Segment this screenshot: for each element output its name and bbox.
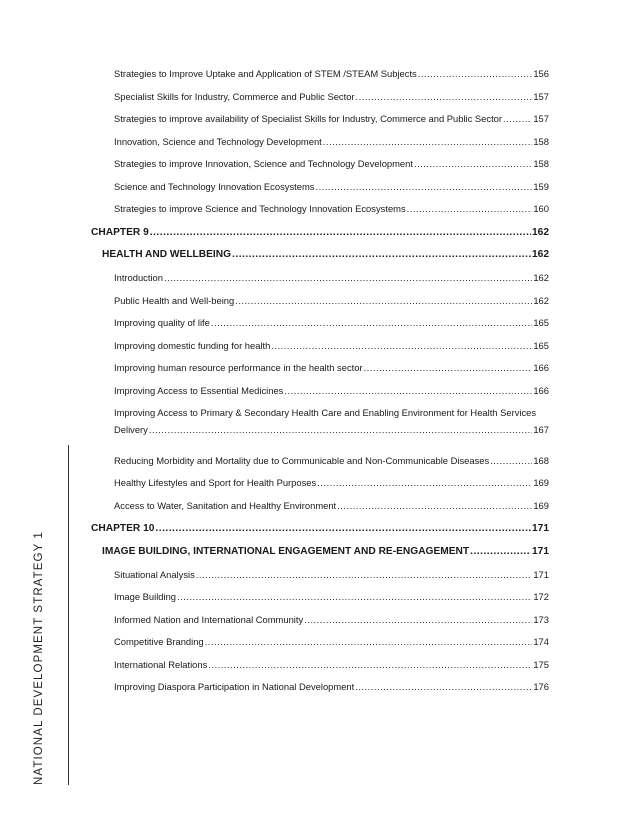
toc-page-number: 158 (533, 158, 549, 169)
toc-page-number: 158 (533, 135, 549, 147)
toc-leader-dots (149, 424, 532, 436)
toc-entry[interactable] (91, 272, 549, 284)
toc-entry-title: Improving Access to Essential Medicines (114, 384, 284, 396)
toc-leader-dots (208, 659, 532, 671)
toc-row (91, 203, 549, 215)
toc-entry-title: International Relations (114, 658, 208, 670)
toc-row (91, 659, 549, 671)
toc-row (91, 68, 549, 80)
toc-entry[interactable] (91, 477, 549, 489)
toc-row (91, 569, 549, 581)
toc-leader-dots (356, 91, 533, 103)
toc-entry-title: CHAPTER 10 (91, 523, 155, 534)
toc-leader-dots (414, 158, 532, 170)
toc-leader-dots (317, 477, 532, 489)
toc-page-number: 173 (533, 613, 549, 625)
toc-leader-dots (323, 136, 533, 148)
toc-page-number: 165 (533, 339, 549, 351)
toc-row (91, 591, 549, 603)
toc-page-number: 171 (532, 523, 549, 534)
toc-entry[interactable] (91, 500, 549, 512)
toc-leader-dots (150, 227, 531, 239)
toc-row (91, 362, 549, 374)
toc-entry[interactable] (91, 227, 549, 239)
toc-entry[interactable] (91, 340, 549, 352)
toc-row (91, 113, 549, 125)
toc-leader-dots (205, 636, 533, 648)
toc-entry[interactable] (91, 523, 549, 535)
toc-entry-title: Public Health and Well-being (114, 294, 235, 306)
toc-page-number: 171 (533, 568, 549, 580)
toc-entry[interactable] (91, 591, 549, 603)
toc-leader-dots (164, 272, 532, 284)
toc-entry-title: Competitive Branding (114, 636, 204, 647)
toc-leader-dots (337, 500, 532, 512)
toc-leader-dots (177, 591, 532, 603)
toc-entry-title: CHAPTER 9 (91, 226, 149, 238)
toc-leader-dots (271, 340, 532, 352)
toc-page-number: 162 (532, 226, 549, 238)
toc-entry[interactable] (91, 249, 549, 261)
side-title: NATIONAL DEVELOPMENT STRATEGY 1 (33, 531, 45, 785)
toc-entry-title: Improving Diaspora Participation in National Development (114, 681, 355, 692)
toc-leader-dots (232, 249, 531, 261)
toc-entry[interactable] (91, 407, 549, 436)
toc-entry[interactable] (91, 295, 549, 307)
toc-leader-dots (418, 68, 533, 80)
toc-page-number: 162 (533, 294, 549, 306)
toc-entry-title: Strategies to improve Science and Technology Innovation Ecosystems (114, 203, 406, 214)
toc-row (91, 340, 549, 352)
toc-page-number: 166 (533, 384, 549, 396)
toc-entry[interactable] (91, 385, 549, 397)
toc-page-number: 165 (533, 317, 549, 328)
toc-entry-title: Improving human resource performance in the health sector (114, 362, 363, 373)
toc-entry-title: Image Building (114, 591, 177, 602)
toc-leader-dots (470, 546, 531, 558)
toc-entry-title: Innovation, Science and Technology Development (114, 135, 322, 147)
toc-row (91, 295, 549, 307)
toc-page-number: 162 (532, 249, 549, 260)
toc-leader-dots (503, 113, 532, 125)
toc-entry[interactable] (91, 203, 549, 215)
toc-page-number: 167 (533, 424, 549, 435)
toc-row (91, 227, 549, 239)
toc-page-number: 172 (533, 591, 549, 602)
toc-row (91, 91, 549, 103)
toc-entry-title: Access to Water, Sanitation and Healthy Environment (114, 499, 337, 511)
toc-row (91, 272, 549, 284)
toc-leader-dots (304, 614, 532, 626)
toc-entry-title: Strategies to Improve Uptake and Application of STEM /STEAM Subjects (114, 68, 417, 79)
toc-leader-dots (235, 295, 532, 307)
toc-entry[interactable] (91, 681, 549, 693)
toc-leader-dots (490, 455, 532, 467)
toc-page-number: 159 (533, 180, 549, 192)
toc-row (91, 424, 549, 436)
toc-entry[interactable] (91, 636, 549, 648)
toc-entry[interactable] (91, 455, 549, 467)
toc-entry-title: Improving domestic funding for health (114, 339, 271, 351)
toc-row (91, 477, 549, 489)
toc-entry-title: Strategies to improve availability of Specialist Skills for Industry, Commerce and Public Sector (114, 113, 503, 124)
toc-entry-title: Improving quality of life (114, 317, 210, 328)
toc-page-number: 169 (533, 477, 549, 488)
toc-page-number: 160 (533, 203, 549, 214)
toc-page-number: 156 (533, 68, 549, 79)
toc-entry[interactable] (91, 68, 549, 80)
toc-entry[interactable] (91, 546, 549, 558)
toc-leader-dots (364, 362, 533, 374)
toc-row (91, 636, 549, 648)
toc-row (91, 317, 549, 329)
toc-page-number: 169 (533, 499, 549, 511)
toc-leader-dots (284, 385, 532, 397)
toc-row (91, 385, 549, 397)
toc-entry-title: HEALTH AND WELLBEING (102, 249, 232, 260)
toc-page-number: 162 (533, 272, 549, 283)
toc-entry-title: Delivery (114, 424, 148, 435)
toc-leader-dots (355, 681, 532, 693)
toc-entry[interactable] (91, 317, 549, 329)
toc-entry[interactable] (91, 659, 549, 671)
toc-entry-title: Healthy Lifestyles and Sport for Health Purposes (114, 477, 317, 488)
toc-row (91, 523, 549, 535)
toc-leader-dots (407, 203, 533, 215)
toc-entry[interactable] (91, 181, 549, 193)
toc-entry[interactable] (91, 614, 549, 626)
toc-page-number: 166 (533, 362, 549, 373)
toc-row (91, 546, 549, 558)
toc-entry[interactable] (91, 91, 549, 103)
toc-entry-title: IMAGE BUILDING, INTERNATIONAL ENGAGEMENT AND RE-ENGAGEMENT (102, 545, 470, 557)
toc-page-number: 175 (533, 658, 549, 670)
toc-entry[interactable] (91, 136, 549, 148)
toc-leader-dots (211, 317, 532, 329)
toc-row (91, 158, 549, 170)
toc-entry-title-line1: Improving Access to Primary & Secondary Health Care and Enabling Environment for Health Services (114, 407, 537, 418)
toc-entry-title: Specialist Skills for Industry, Commerce and Public Sector (114, 90, 355, 102)
toc-page-number: 176 (533, 681, 549, 692)
side-label-container (33, 445, 72, 785)
toc-row (91, 681, 549, 693)
toc-entry-title: Informed Nation and International Community (114, 613, 304, 625)
toc-entry-title: Introduction (114, 272, 163, 283)
toc-page-number: 174 (533, 636, 549, 647)
toc-page-number: 157 (533, 90, 549, 102)
toc-entry-title: Science and Technology Innovation Ecosystems (114, 180, 315, 192)
toc-entry[interactable] (91, 362, 549, 374)
toc-row (91, 500, 549, 512)
toc-entry[interactable] (91, 569, 549, 581)
toc-leader-dots (196, 569, 533, 581)
toc-leader-dots (155, 523, 531, 535)
toc-row (91, 181, 549, 193)
toc-row (91, 614, 549, 626)
toc-entry-title: Strategies to improve Innovation, Science and Technology Development (114, 158, 413, 169)
toc-entry-title: Situational Analysis (114, 568, 195, 580)
toc-entry[interactable] (91, 158, 549, 170)
toc-row (91, 249, 549, 261)
toc-entry-title: Reducing Morbidity and Mortality due to Communicable and Non-Communicable Diseases (114, 454, 490, 466)
toc-entry[interactable] (91, 113, 549, 125)
toc-page-number: 168 (533, 454, 549, 466)
toc-page-number: 171 (532, 545, 549, 557)
toc-row (91, 136, 549, 148)
toc-page-number: 157 (533, 113, 549, 124)
toc-row (91, 455, 549, 467)
toc-leader-dots (315, 181, 532, 193)
